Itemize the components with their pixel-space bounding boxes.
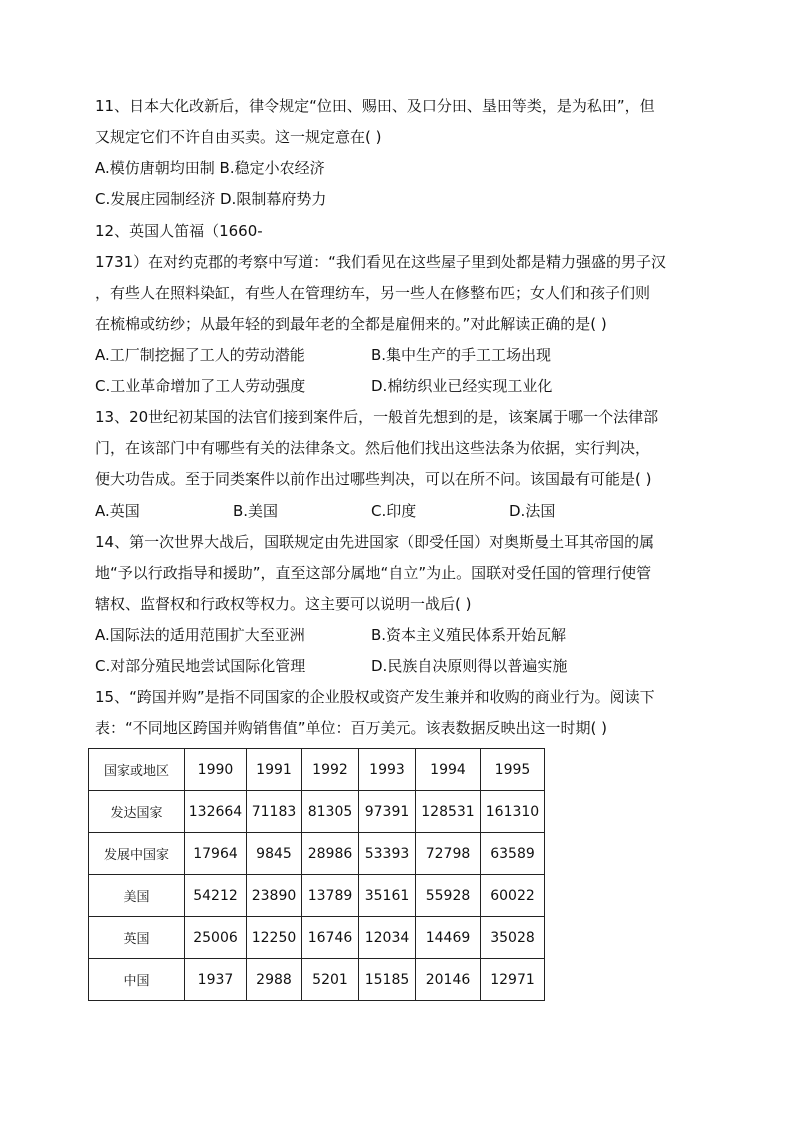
table-header-row xyxy=(89,749,545,791)
q15-data-table xyxy=(88,748,545,1001)
q12-option-b: B.集中生产的手工工场出现 xyxy=(371,346,552,364)
q13-stem-line-1: 13、20世纪初某国的法官们接到案件后，一般首先想到的是，该案属于哪一个法律部 xyxy=(95,408,659,426)
table-cell: 35161 xyxy=(359,875,416,917)
table-header-cell: 1990 xyxy=(185,749,247,791)
table-cell: 63589 xyxy=(481,833,545,875)
table-cell: 60022 xyxy=(481,875,545,917)
table-cell: 1937 xyxy=(185,959,247,1001)
table-cell: 13789 xyxy=(302,875,359,917)
q11-stem-line-2: 又规定它们不许自由买卖。这一规定意在( ) xyxy=(95,128,382,146)
q12-option-d: D.棉纺织业已经实现工业化 xyxy=(371,377,553,395)
table-cell: 81305 xyxy=(302,791,359,833)
table-cell: 132664 xyxy=(185,791,247,833)
table-cell: 发展中国家 xyxy=(89,833,185,875)
table-cell: 中国 xyxy=(89,959,185,1001)
table-cell: 28986 xyxy=(302,833,359,875)
q14-option-d: D.民族自决原则得以普遍实施 xyxy=(371,657,568,675)
table-cell: 2988 xyxy=(247,959,302,1001)
q12-option-c: C.工业革命增加了工人劳动强度 xyxy=(95,377,306,395)
q14-option-c: C.对部分殖民地尝试国际化管理 xyxy=(95,657,306,675)
table-cell: 20146 xyxy=(416,959,481,1001)
table-row xyxy=(89,959,545,1001)
table-cell: 14469 xyxy=(416,917,481,959)
table-cell: 12034 xyxy=(359,917,416,959)
table-cell: 17964 xyxy=(185,833,247,875)
q12-option-a: A.工厂制挖掘了工人的劳动潜能 xyxy=(95,346,305,364)
table-cell: 53393 xyxy=(359,833,416,875)
table-cell: 35028 xyxy=(481,917,545,959)
q13-option-b: B.美国 xyxy=(233,502,279,520)
q12-stem-line-1: 12、英国人笛福（1660- xyxy=(95,222,263,240)
table-cell: 25006 xyxy=(185,917,247,959)
q15-stem-line-2: 表：“不同地区跨国并购销售值”单位：百万美元。该表数据反映出这一时期( ) xyxy=(95,719,608,737)
table-cell: 美国 xyxy=(89,875,185,917)
q13-option-c: C.印度 xyxy=(371,502,417,520)
table-row xyxy=(89,917,545,959)
table-cell: 9845 xyxy=(247,833,302,875)
q12-stem-line-2: 1731）在对约克郡的考察中写道：“我们看见在这些屋子里到处都是精力强盛的男子汉 xyxy=(95,253,666,271)
q14-stem-line-3: 辖权、监督权和行政权等权力。这主要可以说明一战后( ) xyxy=(95,595,472,613)
q13-option-a: A.英国 xyxy=(95,502,140,520)
table-cell: 16746 xyxy=(302,917,359,959)
table-header-cell: 1994 xyxy=(416,749,481,791)
q13-stem-line-2: 门，在该部门中有哪些有关的法律条文。然后他们找出这些法条为依据，实行判决， xyxy=(95,439,651,457)
table-header-cell: 1995 xyxy=(481,749,545,791)
table-row xyxy=(89,833,545,875)
table-header-cell: 1991 xyxy=(247,749,302,791)
table-header-cell: 1992 xyxy=(302,749,359,791)
table-row xyxy=(89,875,545,917)
table-cell: 发达国家 xyxy=(89,791,185,833)
q15-stem-line-1: 15、“跨国并购”是指不同国家的企业股权或资产发生兼并和收购的商业行为。阅读下 xyxy=(95,688,655,706)
table-cell: 72798 xyxy=(416,833,481,875)
table-cell: 5201 xyxy=(302,959,359,1001)
table-cell: 128531 xyxy=(416,791,481,833)
table-cell: 71183 xyxy=(247,791,302,833)
table-cell: 15185 xyxy=(359,959,416,1001)
q13-option-d: D.法国 xyxy=(509,502,556,520)
q14-stem-line-2: 地“予以行政指导和援助”，直至这部分属地“自立”为止。国联对受任国的管理行使管 xyxy=(95,564,652,582)
q12-stem-line-3: ，有些人在照料染缸，有些人在管理纺车，另一些人在修整布匹；女人们和孩子们则 xyxy=(95,284,651,302)
q12-stem-line-4: 在梳棉或纺纱；从最年轻的到最年老的全都是雇佣来的。”对此解读正确的是( ) xyxy=(95,315,607,333)
table-cell: 54212 xyxy=(185,875,247,917)
q14-option-a: A.国际法的适用范围扩大至亚洲 xyxy=(95,626,305,644)
q11-options-row-1: A.模仿唐朝均田制 B.稳定小农经济 xyxy=(95,159,325,177)
table-cell: 97391 xyxy=(359,791,416,833)
table-cell: 12971 xyxy=(481,959,545,1001)
table-cell: 55928 xyxy=(416,875,481,917)
q11-stem-line-1: 11、日本大化改新后，律令规定“位田、赐田、及口分田、垦田等类，是为私田”，但 xyxy=(95,97,655,115)
q11-options-row-2: C.发展庄园制经济 D.限制幕府势力 xyxy=(95,190,327,208)
q14-option-b: B.资本主义殖民体系开始瓦解 xyxy=(371,626,567,644)
table-row xyxy=(89,791,545,833)
table-header-cell: 国家或地区 xyxy=(89,749,185,791)
table-header-cell: 1993 xyxy=(359,749,416,791)
table-cell: 23890 xyxy=(247,875,302,917)
q13-stem-line-3: 便大功告成。至于同类案件以前作出过哪些判决，可以在所不问。该国最有可能是( ) xyxy=(95,470,652,488)
table-cell: 12250 xyxy=(247,917,302,959)
table-cell: 英国 xyxy=(89,917,185,959)
table-cell: 161310 xyxy=(481,791,545,833)
q14-stem-line-1: 14、第一次世界大战后，国联规定由先进国家（即受任国）对奥斯曼土耳其帝国的属 xyxy=(95,533,655,551)
